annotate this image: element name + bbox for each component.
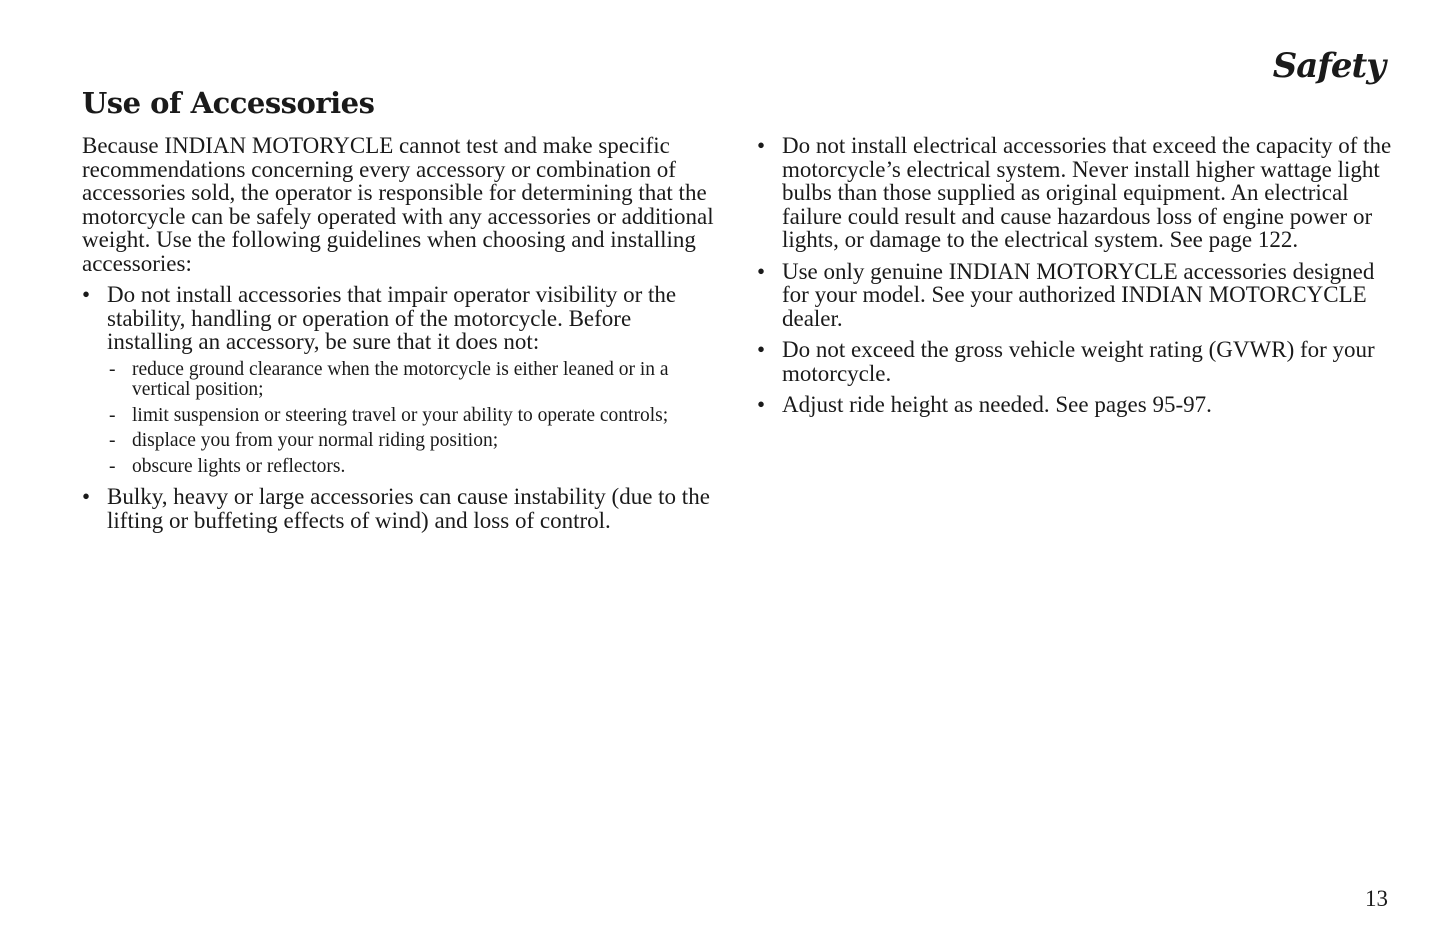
bullet-text: Do not exceed the gross vehicle weight rating (GVWR) for your motorcycle. bbox=[782, 337, 1375, 386]
bullet-item bbox=[82, 485, 722, 532]
bullet-text: Adjust ride height as needed. See pages 95-97. bbox=[782, 392, 1212, 417]
bullet-item bbox=[757, 393, 1397, 417]
sub-item-text: limit suspension or steering travel or your ability to operate controls; bbox=[132, 404, 669, 426]
left-column bbox=[82, 134, 722, 540]
bullet-mark: • bbox=[757, 337, 766, 362]
sub-item bbox=[107, 431, 722, 452]
page-number: 13 bbox=[1365, 886, 1388, 911]
sub-item bbox=[107, 360, 722, 401]
sub-item-text: displace you from your normal riding position; bbox=[132, 430, 499, 451]
page-title: Use of Accessories bbox=[82, 86, 375, 120]
bullet-mark: • bbox=[82, 282, 91, 307]
dash-mark: - bbox=[109, 455, 116, 477]
bullet-item bbox=[82, 283, 722, 477]
right-bullet-list bbox=[757, 134, 1397, 417]
bullet-text: Bulky, heavy or large accessories can cause instability (due to the lifting or buffeting effects of wind) and loss of control. bbox=[107, 484, 710, 533]
bullet-text: Do not install electrical accessories that exceed the capacity of the motorcycle’s electrical system. Never install higher wattage light bulbs than those supplied as original equipment. An electrical failure could result and cause hazardous loss of engine power or lights, or damage to the electrical system. See page 122. bbox=[782, 133, 1392, 252]
bullet-text: Use only genuine INDIAN MOTORYCLE accessories designed for your model. See your authorized INDIAN MOTORCYCLE dealer. bbox=[782, 258, 1375, 331]
bullet-mark: • bbox=[757, 258, 766, 284]
bullet-item bbox=[757, 260, 1397, 331]
bullet-text: Do not install accessories that impair operator visibility or the stability, handling or operation of the motorcycle. Before installing an accessory, be sure that it does not: bbox=[107, 282, 677, 354]
sub-item-text: reduce ground clearance when the motorcycle is either leaned or in a vertical position; bbox=[132, 358, 669, 400]
dash-mark: - bbox=[109, 358, 116, 380]
bullet-mark: • bbox=[757, 392, 766, 417]
dash-mark: - bbox=[109, 430, 116, 451]
sub-item bbox=[107, 457, 722, 478]
intro-paragraph: Because INDIAN MOTORYCLE cannot test and make specific recommendations concerning every accessory or combination of accessories sold, the operator is responsible for determining that the motorcycle can be safely operated with any accessories or additional weight. Use the following guidelines when choosing and installing accessories: bbox=[82, 133, 714, 276]
sub-item bbox=[107, 406, 722, 427]
bullet-mark: • bbox=[82, 484, 91, 509]
left-bullet-list bbox=[82, 283, 722, 532]
bullet-mark: • bbox=[757, 133, 766, 158]
dash-mark: - bbox=[109, 404, 116, 426]
section-header: Safety bbox=[1272, 46, 1385, 86]
sub-list bbox=[107, 360, 722, 478]
sub-item-text: obscure lights or reflectors. bbox=[132, 455, 346, 477]
bullet-item bbox=[757, 338, 1397, 385]
right-column bbox=[757, 134, 1397, 425]
bullet-item bbox=[757, 134, 1397, 252]
